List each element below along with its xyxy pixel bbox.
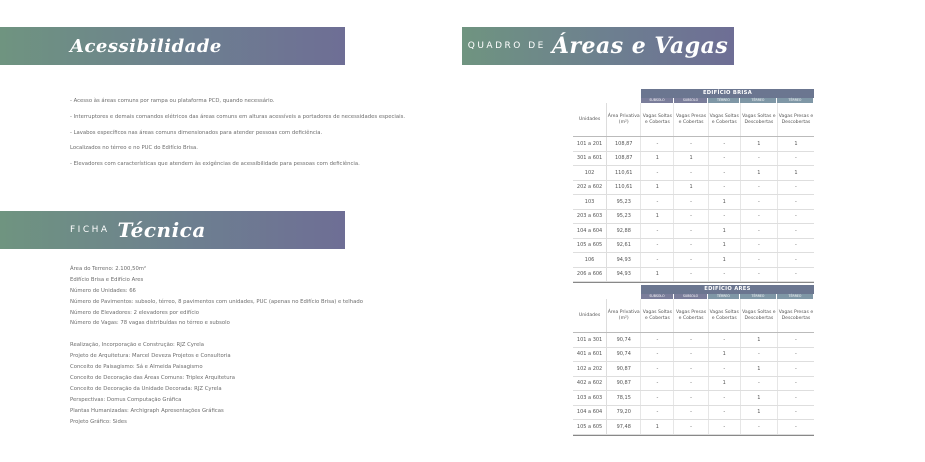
table-cell: 92,88 (606, 224, 640, 238)
ficha-line: Número de Vagas: 78 vagas distribuídas no térreo e subsolo (70, 320, 230, 327)
table-cell: - (673, 137, 707, 151)
list-item: - Acesso às áreas comuns por rampa ou plataforma PCD, quando necessário. (70, 98, 275, 104)
table-cell: - (777, 348, 814, 362)
ficha-line: Número de Elevadores: 2 elevadores por edifício (70, 309, 199, 316)
ficha-tecnica-text (70, 266, 363, 429)
list-item: - Lavabos específicos nas áreas comuns dimensionados para atender pessoas com deficiência. (70, 129, 323, 136)
table-cell: - (777, 406, 814, 420)
table-cell: - (708, 181, 740, 195)
table-cell: - (777, 420, 814, 434)
table-cell: - (673, 420, 707, 434)
table-cell: - (777, 239, 814, 253)
table-cell: - (777, 181, 814, 195)
level-label: TÉRREO (777, 98, 813, 103)
ares-table (573, 285, 814, 436)
table-cell: 1 (740, 406, 777, 420)
ficha-line: Plantas Humanizadas: Archigraph Apresentações Gráficas (70, 407, 224, 414)
table-cell: - (777, 333, 814, 347)
ficha-line: Conceito de Paisagismo: Sá e Almeida Paisagismo (70, 364, 203, 371)
acessibilidade-title: Acessibilidade (70, 35, 222, 57)
table-cell: 79,20 (606, 406, 640, 420)
table-cell: - (708, 406, 740, 420)
ficha-line: Perspectivas: Domus Computação Gráfica (70, 396, 182, 403)
table-cell: 97,48 (606, 420, 640, 434)
table-cell: - (640, 137, 673, 151)
table-cell: 102 (584, 169, 595, 176)
table-cell: - (673, 391, 707, 405)
table-cell: - (740, 253, 777, 267)
acessibilidade-banner (0, 27, 345, 65)
table-header (573, 299, 814, 333)
table-row (573, 239, 814, 254)
table-cell: - (740, 210, 777, 224)
table-cell: - (740, 268, 777, 282)
table-cell: 1 (708, 239, 740, 253)
table-cell: - (640, 406, 673, 420)
table-row (573, 195, 814, 210)
table-cell: - (740, 348, 777, 362)
table-cell: 1 (740, 362, 777, 376)
ficha-line: Realização, Incorporação e Construção: RJZ Cyrela (70, 342, 204, 349)
table-cell: - (673, 333, 707, 347)
table-cell: 103 (584, 198, 595, 205)
table-cell: 108,87 (606, 137, 640, 151)
list-item: Localizados no térreo e no PUC do Edifício Brisa. (70, 145, 198, 152)
ficha-prefix: FICHA (70, 225, 110, 235)
table-cell: 105 a 605 (576, 423, 603, 430)
table-cell: 95,23 (606, 195, 640, 209)
table-cell: 1 (777, 137, 814, 151)
table-cell: 203 a 603 (576, 213, 603, 220)
table-cell: - (708, 391, 740, 405)
table-cell: 95,23 (606, 210, 640, 224)
table-cell: - (640, 333, 673, 347)
header-vagas: Vagas Presas e Descobertas (777, 103, 814, 136)
table-row (573, 406, 814, 421)
level-label: SUBSOLO (674, 294, 707, 299)
table-cell: 1 (640, 268, 673, 282)
table-cell: - (777, 195, 814, 209)
table-cell: - (740, 181, 777, 195)
ficha-line: Conceito de Decoração da Unidade Decorada: RJZ Cyrela (70, 385, 222, 392)
table-cell: - (777, 377, 814, 391)
table-cell: 301 a 601 (576, 155, 603, 162)
table-cell: 1 (640, 152, 673, 166)
table-cell: 1 (740, 137, 777, 151)
table-cell: - (777, 152, 814, 166)
quadro-banner (462, 27, 734, 65)
brisa-table (573, 89, 814, 283)
table-cell: 94,93 (606, 268, 640, 282)
table-cell: - (673, 253, 707, 267)
ficha-line: Projeto de Arquitetura: Marcel Deveza Projetos e Consultoria (70, 353, 231, 360)
table-row (573, 210, 814, 225)
table-row (573, 253, 814, 268)
table-cell: 90,74 (606, 348, 640, 362)
table-cell: - (740, 239, 777, 253)
ficha-line: Área do Terreno: 2.100,50m² (70, 266, 147, 272)
table-cell: - (708, 210, 740, 224)
table-header (573, 103, 814, 137)
table-cell: 103 a 603 (576, 394, 603, 401)
table-cell: 1 (640, 420, 673, 434)
table-title: EDIFÍCIO BRISA (641, 89, 814, 98)
table-cell: - (640, 239, 673, 253)
table-row (573, 224, 814, 239)
level-label: TÉRREO (708, 294, 739, 299)
table-row (573, 166, 814, 181)
table-cell: - (740, 195, 777, 209)
table-cell: 90,87 (606, 377, 640, 391)
table-cell: - (777, 253, 814, 267)
acessibilidade-list (70, 98, 470, 177)
table-row (573, 377, 814, 392)
spacer (70, 331, 363, 337)
header-vagas: Vagas Soltas e Cobertas (708, 103, 740, 136)
table-cell: 92,61 (606, 239, 640, 253)
header-unidades: Unidades (578, 312, 601, 318)
list-item: - Elevadores com características que atendem às exigências de acessibilidade para pessoas com deficiência. (70, 161, 360, 168)
table-row (573, 420, 814, 435)
table-cell: 1 (740, 391, 777, 405)
table-cell: 101 a 301 (576, 336, 603, 343)
table-cell: - (777, 224, 814, 238)
header-area: Área Privativa (m²) (606, 299, 640, 332)
ficha-line: Edifício Brisa e Edifício Ares (70, 276, 144, 283)
table-cell: - (640, 224, 673, 238)
table-cell: - (673, 406, 707, 420)
quadro-prefix: QUADRO DE (467, 41, 546, 51)
header-unidades: Unidades (578, 116, 601, 122)
table-cell: 1 (708, 348, 740, 362)
table-cell: 104 a 604 (576, 227, 603, 234)
table-cell: 101 a 201 (576, 140, 603, 147)
table-cell: 1 (640, 210, 673, 224)
table-cell: 401 a 601 (576, 351, 603, 358)
table-cell: - (640, 195, 673, 209)
table-cell: - (640, 253, 673, 267)
ficha-banner (0, 211, 345, 249)
table-cell: - (640, 391, 673, 405)
table-cell: - (673, 348, 707, 362)
ficha-line: Projeto Gráfico: Sides (70, 418, 127, 425)
table-cell: - (777, 391, 814, 405)
table-cell: - (673, 362, 707, 376)
table-cell: 1 (640, 181, 673, 195)
table-cell: - (740, 152, 777, 166)
level-label: SUBSOLO (674, 98, 707, 103)
table-cell: - (673, 239, 707, 253)
header-vagas: Vagas Soltas e Cobertas (640, 299, 673, 332)
header-vagas: Vagas Presas e Cobertas (673, 299, 707, 332)
table-cell: 1 (673, 181, 707, 195)
table-cell: 105 a 605 (576, 242, 603, 249)
table-cell: 1 (777, 166, 814, 180)
table-cell: 206 a 606 (576, 271, 603, 278)
level-label: TÉRREO (740, 98, 776, 103)
level-label: SUBSOLO (641, 98, 673, 103)
table-title: EDIFÍCIO ARES (641, 285, 814, 294)
table-cell: 110,61 (606, 181, 640, 195)
table-row (573, 152, 814, 167)
table-cell: - (673, 268, 707, 282)
table-cell: - (708, 152, 740, 166)
ficha-title: Técnica (117, 218, 206, 242)
table-row (573, 391, 814, 406)
table-cell: 402 a 602 (576, 380, 603, 387)
table-cell: - (640, 377, 673, 391)
header-vagas: Vagas Soltas e Descobertas (740, 299, 777, 332)
table-row (573, 268, 814, 283)
ficha-line: Número de Pavimentos: subsolo, térreo, 8 pavimentos com unidades, PUC (apenas no Edifício Brisa) e telhado (70, 298, 363, 305)
table-row (573, 348, 814, 363)
table-cell: 202 a 602 (576, 184, 603, 191)
table-cell: - (777, 210, 814, 224)
level-label: SUBSOLO (641, 294, 673, 299)
table-cell: - (740, 224, 777, 238)
table-cell: - (673, 195, 707, 209)
table-row (573, 137, 814, 152)
table-cell: 106 (584, 256, 595, 263)
table-cell: 94,93 (606, 253, 640, 267)
table-row (573, 181, 814, 196)
table-cell: 78,15 (606, 391, 640, 405)
level-label: TÉRREO (777, 294, 813, 299)
table-cell: 1 (740, 333, 777, 347)
table-cell: 1 (708, 224, 740, 238)
header-area: Área Privativa (m²) (606, 103, 640, 136)
ficha-line: Conceito de Decoração das Áreas Comuns: Triplex Arquitetura (70, 375, 235, 382)
table-cell: - (777, 362, 814, 376)
table-cell: - (640, 348, 673, 362)
table-row (573, 362, 814, 377)
table-cell: 1 (708, 253, 740, 267)
table-cell: 1 (673, 152, 707, 166)
table-cell: 1 (708, 195, 740, 209)
header-vagas: Vagas Soltas e Descobertas (740, 103, 777, 136)
quadro-title: Áreas e Vagas (551, 33, 729, 59)
table-cell: 108,87 (606, 152, 640, 166)
table-cell: - (708, 166, 740, 180)
table-cell: - (673, 377, 707, 391)
table-cell: - (673, 210, 707, 224)
ficha-line: Número de Unidades: 66 (70, 287, 136, 294)
table-cell: - (740, 377, 777, 391)
header-vagas: Vagas Soltas e Cobertas (708, 299, 740, 332)
table-cell: 90,74 (606, 333, 640, 347)
table-cell: - (708, 268, 740, 282)
table-cell: 90,87 (606, 362, 640, 376)
table-cell: - (708, 362, 740, 376)
header-vagas: Vagas Presas e Cobertas (673, 103, 707, 136)
table-cell: - (640, 166, 673, 180)
table-cell: - (673, 224, 707, 238)
table-cell: 104 a 604 (576, 409, 603, 416)
list-item: - Interruptores e demais comandos elétricos das áreas comuns em alturas acessíveis a portadores de necessidades especiais. (70, 113, 406, 120)
table-cell: - (708, 420, 740, 434)
header-vagas: Vagas Soltas e Cobertas (640, 103, 673, 136)
table-cell: 1 (740, 166, 777, 180)
table-cell: - (708, 333, 740, 347)
table-cell: 110,61 (606, 166, 640, 180)
table-cell: 102 a 202 (576, 365, 603, 372)
table-cell: - (740, 420, 777, 434)
table-cell: 1 (708, 377, 740, 391)
header-vagas: Vagas Presas e Descobertas (777, 299, 814, 332)
table-cell: - (777, 268, 814, 282)
table-row (573, 333, 814, 348)
table-cell: - (640, 362, 673, 376)
level-label: TÉRREO (708, 98, 739, 103)
level-label: TÉRREO (740, 294, 776, 299)
table-cell: - (673, 166, 707, 180)
table-cell: - (708, 137, 740, 151)
